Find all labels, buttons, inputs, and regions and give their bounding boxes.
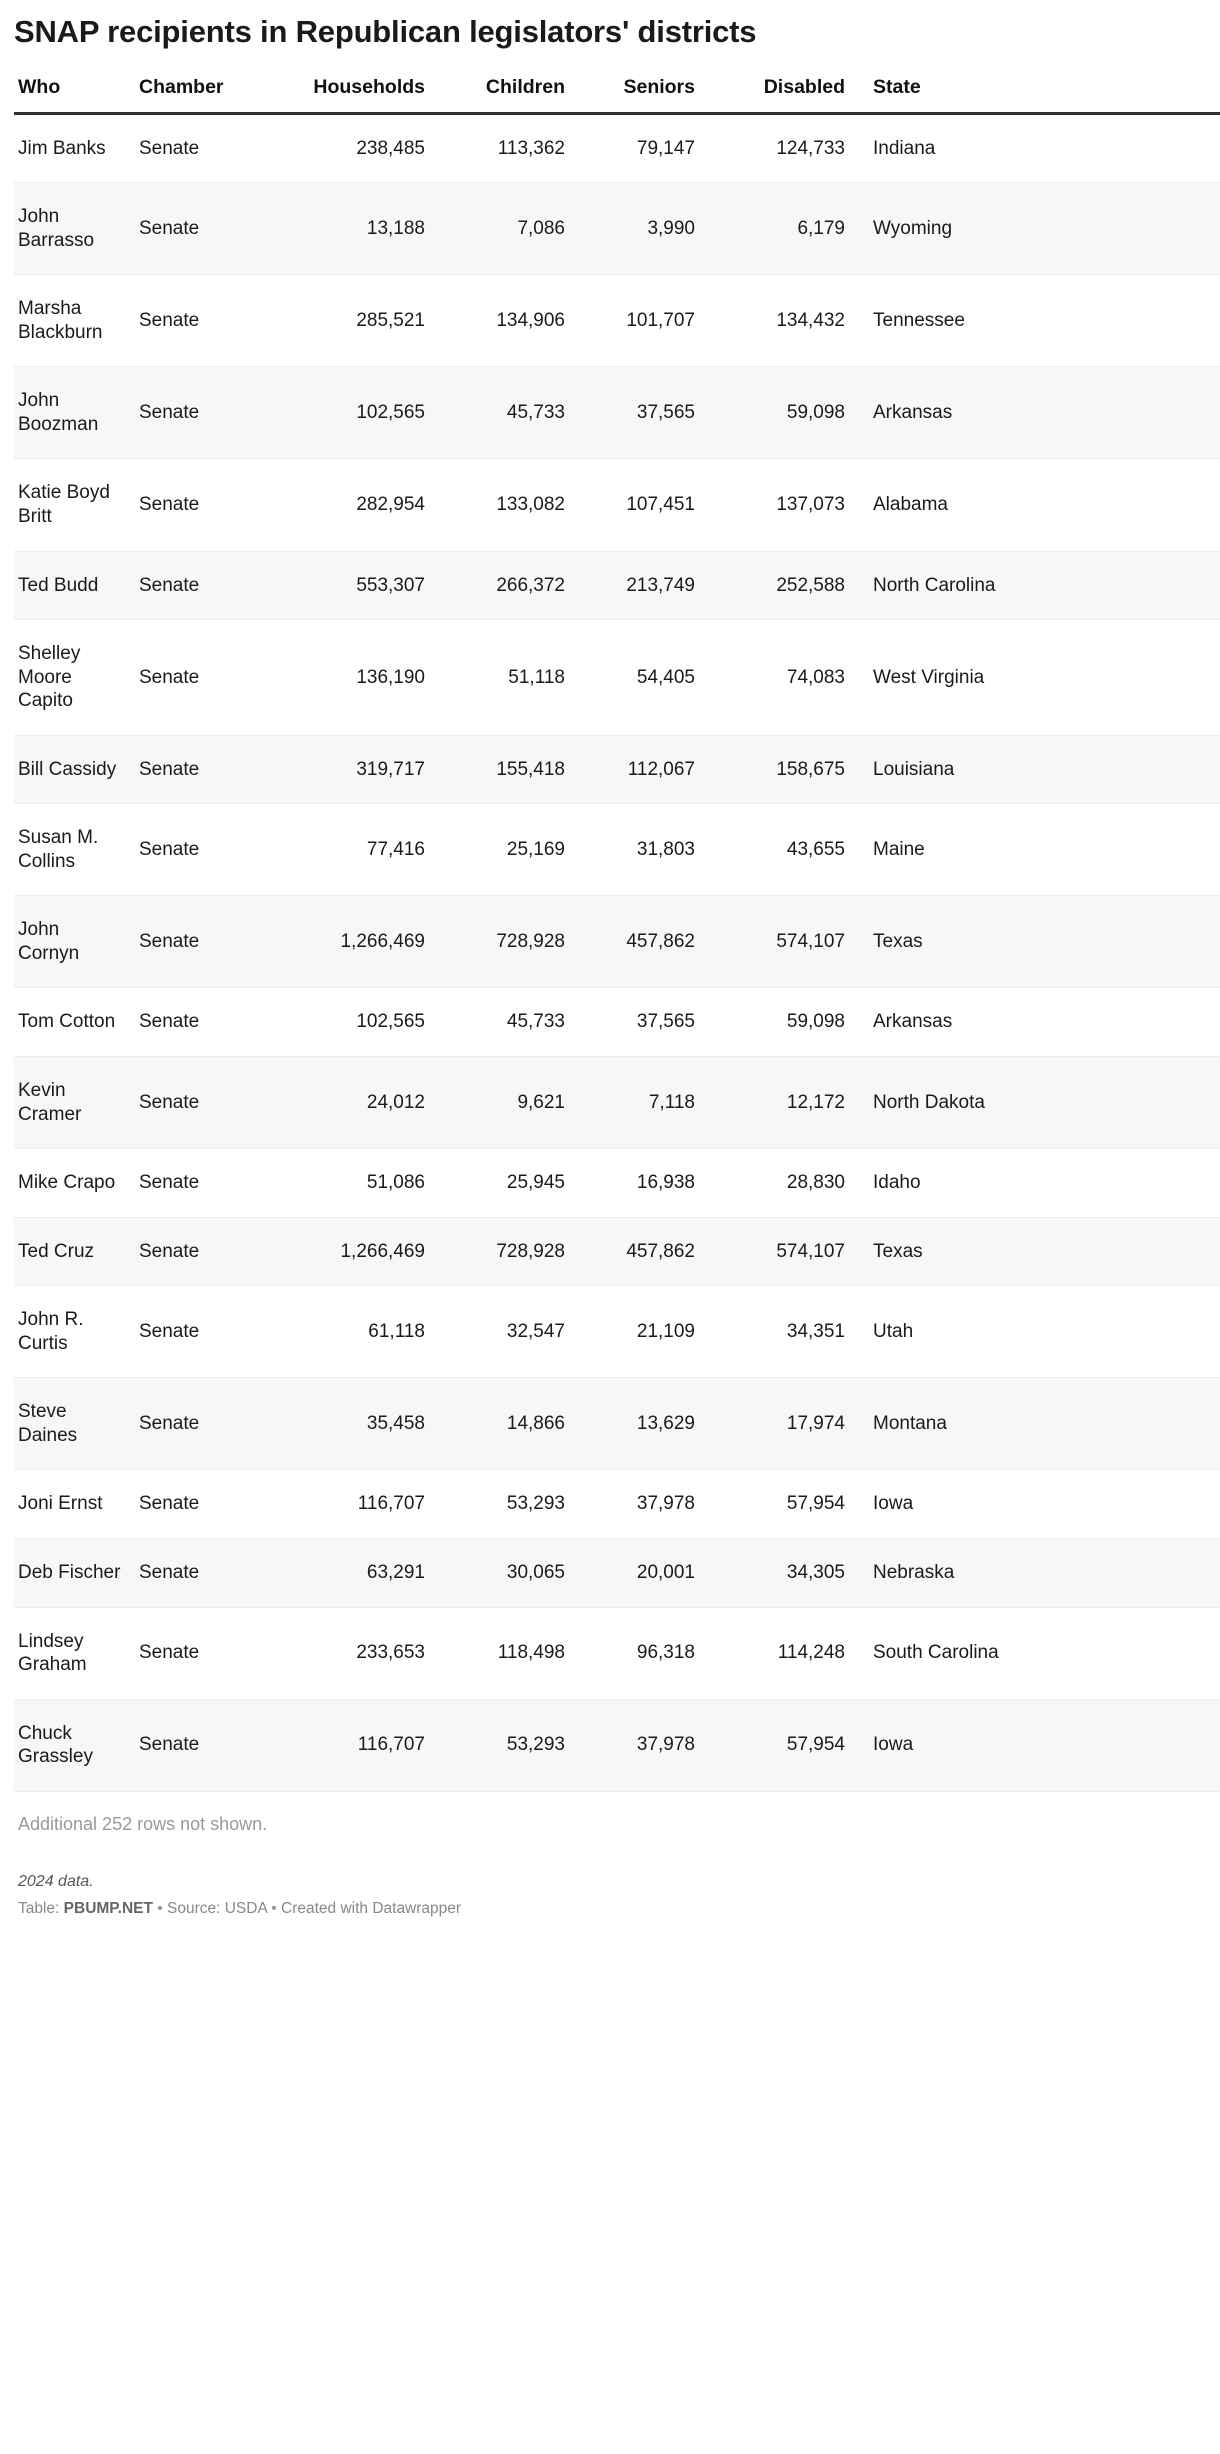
cell-disabled: 28,830 [709,1149,859,1218]
credit-author[interactable]: PBUMP.NET [63,1899,153,1917]
cell-chamber: Senate [139,551,274,620]
cell-chamber: Senate [139,1286,274,1378]
cell-who: Tom Cotton [14,988,139,1057]
cell-who: John Cornyn [14,896,139,988]
cell-households: 136,190 [274,620,439,736]
cell-chamber: Senate [139,1607,274,1699]
credit-line [18,1900,1220,1918]
cell-households: 553,307 [274,551,439,620]
cell-chamber: Senate [139,113,274,183]
cell-chamber: Senate [139,1470,274,1539]
cell-seniors: 54,405 [579,620,709,736]
cell-who: Mike Crapo [14,1149,139,1218]
cell-children: 51,118 [439,620,579,736]
table-row [14,367,1220,459]
cell-state: Indiana [859,113,1220,183]
cell-seniors: 16,938 [579,1149,709,1218]
cell-households: 102,565 [274,367,439,459]
cell-disabled: 74,083 [709,620,859,736]
cell-state: Texas [859,896,1220,988]
cell-seniors: 3,990 [579,183,709,275]
cell-seniors: 457,862 [579,896,709,988]
cell-children: 266,372 [439,551,579,620]
cell-chamber: Senate [139,459,274,551]
cell-children: 155,418 [439,735,579,804]
cell-who: Ted Cruz [14,1217,139,1286]
cell-chamber: Senate [139,1538,274,1607]
cell-state: Louisiana [859,735,1220,804]
cell-who: John R. Curtis [14,1286,139,1378]
cell-children: 134,906 [439,275,579,367]
cell-chamber: Senate [139,1217,274,1286]
cell-seniors: 79,147 [579,113,709,183]
table-body [14,113,1220,1791]
credit-separator-1: • [152,1899,168,1917]
cell-disabled: 114,248 [709,1607,859,1699]
cell-disabled: 158,675 [709,735,859,804]
cell-state: Idaho [859,1149,1220,1218]
cell-households: 238,485 [274,113,439,183]
cell-disabled: 574,107 [709,1217,859,1286]
cell-children: 25,945 [439,1149,579,1218]
cell-disabled: 17,974 [709,1378,859,1470]
cell-chamber: Senate [139,1699,274,1791]
cell-state: Maine [859,804,1220,896]
cell-households: 116,707 [274,1470,439,1539]
table-row [14,1057,1220,1149]
cell-seniors: 7,118 [579,1057,709,1149]
table-row [14,735,1220,804]
snap-recipients-table [14,76,1220,1792]
cell-who: Chuck Grassley [14,1699,139,1791]
cell-households: 285,521 [274,275,439,367]
data-year-note: 2024 data. [18,1872,94,1890]
cell-children: 25,169 [439,804,579,896]
cell-households: 1,266,469 [274,896,439,988]
cell-who: John Boozman [14,367,139,459]
column-header-chamber[interactable]: Chamber [139,76,274,114]
cell-households: 319,717 [274,735,439,804]
cell-disabled: 6,179 [709,183,859,275]
cell-children: 728,928 [439,896,579,988]
cell-state: Arkansas [859,367,1220,459]
cell-who: John Barrasso [14,183,139,275]
cell-chamber: Senate [139,367,274,459]
cell-disabled: 59,098 [709,988,859,1057]
cell-state: Iowa [859,1470,1220,1539]
cell-households: 24,012 [274,1057,439,1149]
cell-disabled: 43,655 [709,804,859,896]
cell-state: Arkansas [859,988,1220,1057]
table-row [14,988,1220,1057]
cell-disabled: 57,954 [709,1470,859,1539]
cell-households: 1,266,469 [274,1217,439,1286]
table-row [14,113,1220,183]
table-row [14,804,1220,896]
cell-state: West Virginia [859,620,1220,736]
cell-state: Utah [859,1286,1220,1378]
cell-chamber: Senate [139,183,274,275]
cell-state: Alabama [859,459,1220,551]
cell-chamber: Senate [139,275,274,367]
column-header-state[interactable]: State [859,76,1220,114]
cell-disabled: 124,733 [709,113,859,183]
cell-state: North Dakota [859,1057,1220,1149]
cell-households: 116,707 [274,1699,439,1791]
cell-seniors: 21,109 [579,1286,709,1378]
cell-seniors: 107,451 [579,459,709,551]
cell-seniors: 31,803 [579,804,709,896]
cell-children: 53,293 [439,1699,579,1791]
cell-chamber: Senate [139,735,274,804]
table-row [14,1286,1220,1378]
table-row [14,1149,1220,1218]
cell-households: 102,565 [274,988,439,1057]
table-row [14,1607,1220,1699]
cell-disabled: 574,107 [709,896,859,988]
cell-who: Marsha Blackburn [14,275,139,367]
table-row [14,1699,1220,1791]
cell-children: 30,065 [439,1538,579,1607]
cell-seniors: 37,565 [579,988,709,1057]
cell-households: 35,458 [274,1378,439,1470]
table-header [14,76,1220,114]
table-row [14,459,1220,551]
cell-children: 53,293 [439,1470,579,1539]
table-row [14,1538,1220,1607]
column-header-children[interactable]: Children [439,76,579,114]
cell-children: 133,082 [439,459,579,551]
table-container [14,76,1220,1792]
cell-households: 282,954 [274,459,439,551]
cell-who: Ted Budd [14,551,139,620]
cell-households: 13,188 [274,183,439,275]
cell-who: Shelley Moore Capito [14,620,139,736]
cell-who: Katie Boyd Britt [14,459,139,551]
cell-households: 61,118 [274,1286,439,1378]
credit-tool[interactable]: Created with Datawrapper [281,1899,462,1917]
cell-state: South Carolina [859,1607,1220,1699]
cell-children: 728,928 [439,1217,579,1286]
cell-seniors: 112,067 [579,735,709,804]
cell-disabled: 34,305 [709,1538,859,1607]
cell-who: Bill Cassidy [14,735,139,804]
table-row [14,896,1220,988]
cell-who: Susan M. Collins [14,804,139,896]
cell-disabled: 252,588 [709,551,859,620]
cell-disabled: 137,073 [709,459,859,551]
additional-rows-note: Additional 252 rows not shown. [18,1813,268,1834]
cell-state: Tennessee [859,275,1220,367]
cell-chamber: Senate [139,1378,274,1470]
cell-children: 45,733 [439,367,579,459]
table-header-row [14,76,1220,114]
table-row [14,1470,1220,1539]
cell-who: Kevin Cramer [14,1057,139,1149]
table-row [14,275,1220,367]
cell-seniors: 96,318 [579,1607,709,1699]
cell-households: 63,291 [274,1538,439,1607]
cell-chamber: Senate [139,1057,274,1149]
cell-chamber: Senate [139,620,274,736]
cell-disabled: 34,351 [709,1286,859,1378]
column-header-disabled[interactable]: Disabled [709,76,859,114]
page-title: SNAP recipients in Republican legislators' districts [14,14,757,49]
cell-households: 233,653 [274,1607,439,1699]
column-header-households[interactable]: Households [274,76,439,114]
column-header-seniors[interactable]: Seniors [579,76,709,114]
credit-separator-2: • [266,1899,281,1917]
cell-disabled: 134,432 [709,275,859,367]
cell-children: 32,547 [439,1286,579,1378]
cell-disabled: 12,172 [709,1057,859,1149]
cell-children: 14,866 [439,1378,579,1470]
table-row [14,551,1220,620]
cell-seniors: 101,707 [579,275,709,367]
cell-state: Montana [859,1378,1220,1470]
cell-seniors: 37,978 [579,1470,709,1539]
cell-disabled: 59,098 [709,367,859,459]
cell-seniors: 20,001 [579,1538,709,1607]
cell-children: 45,733 [439,988,579,1057]
cell-state: Iowa [859,1699,1220,1791]
cell-who: Steve Daines [14,1378,139,1470]
credit-source: Source: USDA [167,1899,267,1917]
cell-seniors: 457,862 [579,1217,709,1286]
cell-households: 77,416 [274,804,439,896]
cell-households: 51,086 [274,1149,439,1218]
cell-chamber: Senate [139,804,274,896]
cell-who: Joni Ernst [14,1470,139,1539]
cell-children: 118,498 [439,1607,579,1699]
cell-children: 113,362 [439,113,579,183]
credit-prefix: Table: [18,1899,64,1917]
cell-who: Deb Fischer [14,1538,139,1607]
table-row [14,1378,1220,1470]
cell-state: Texas [859,1217,1220,1286]
cell-seniors: 13,629 [579,1378,709,1470]
cell-state: Nebraska [859,1538,1220,1607]
cell-state: Wyoming [859,183,1220,275]
table-row [14,1217,1220,1286]
cell-chamber: Senate [139,1149,274,1218]
table-row [14,183,1220,275]
cell-children: 7,086 [439,183,579,275]
footer-notes [14,1873,1220,1918]
cell-who: Lindsey Graham [14,1607,139,1699]
cell-disabled: 57,954 [709,1699,859,1791]
cell-seniors: 37,565 [579,367,709,459]
cell-state: North Carolina [859,551,1220,620]
column-header-who[interactable]: Who [14,76,139,114]
cell-seniors: 37,978 [579,1699,709,1791]
cell-children: 9,621 [439,1057,579,1149]
table-row [14,620,1220,736]
cell-who: Jim Banks [14,113,139,183]
cell-chamber: Senate [139,896,274,988]
cell-seniors: 213,749 [579,551,709,620]
cell-chamber: Senate [139,988,274,1057]
